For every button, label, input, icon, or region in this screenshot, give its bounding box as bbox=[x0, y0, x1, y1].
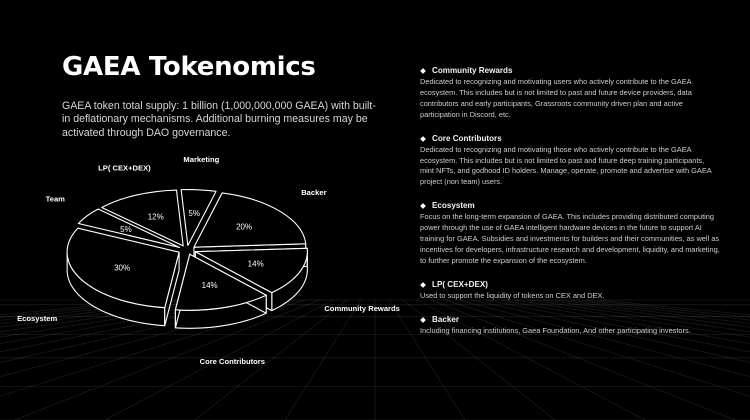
slice-value-label: 20% bbox=[236, 222, 253, 232]
section-title: Ecosystem bbox=[432, 201, 475, 211]
slice-value-label: 5% bbox=[188, 209, 200, 219]
slice-category-label: Backer bbox=[301, 188, 327, 198]
diamond-bullet-icon bbox=[420, 136, 426, 142]
section-ecosystem bbox=[420, 201, 720, 267]
slice-category-label: Community Rewards bbox=[324, 303, 400, 313]
section-body: Dedicated to recognizing and motivating those who actively contribute to the GAEA ecosystem. This includes but is not limited to past and future deep training participants, mint NFTs, and godhood ID holders. Manage, operate, promote and advertise with GAEA project (non team) users. bbox=[420, 144, 712, 187]
slice-value-label: 14% bbox=[247, 259, 264, 269]
section-body: Focus on the long-term expansion of GAEA. This includes providing distributed computing power through the use of GAEA intelligent hardware devices in the future to support AI training for GAEA. Subsidies and investments for builders and their communities, as well as incentives for developers, infrastructure research and development, liquidity, and marketing, to further promote the expansion of the ecosystem. bbox=[420, 212, 720, 265]
allocation-descriptions bbox=[420, 66, 720, 350]
supply-intro-text: GAEA token total supply: 1 billion (1,000,000,000 GAEA) with built-in deflationary mechanisms. Additional burning measures may be activated through DAO governance. bbox=[62, 100, 376, 139]
slice-category-label: Ecosystem bbox=[17, 313, 58, 323]
section-title: Community Rewards bbox=[432, 66, 513, 75]
slice-category-label: Team bbox=[45, 194, 65, 204]
diamond-bullet-icon bbox=[420, 68, 426, 74]
section-title: LP( CEX+DEX) bbox=[432, 279, 488, 289]
section-body: Including financing institutions, Gaea Foundation, And other participating investors. bbox=[420, 325, 691, 335]
page-title: GAEA Tokenomics bbox=[62, 52, 316, 82]
diamond-bullet-icon bbox=[420, 317, 426, 323]
section-title: Core Contributors bbox=[432, 133, 502, 143]
section-lp bbox=[420, 280, 720, 302]
section-community-rewards bbox=[420, 66, 720, 121]
section-backer bbox=[420, 315, 720, 337]
slice-value-label: 12% bbox=[147, 212, 164, 222]
diamond-bullet-icon bbox=[420, 282, 426, 288]
slice-category-label: LP( CEX+DEX) bbox=[98, 163, 151, 173]
diamond-bullet-icon bbox=[420, 203, 426, 209]
slice-value-label: 14% bbox=[201, 281, 218, 291]
section-title: Backer bbox=[432, 314, 460, 324]
section-core-contributors bbox=[420, 134, 720, 189]
slice-value-label: 5% bbox=[120, 225, 132, 235]
section-body: Dedicated to recognizing and motivating users who actively contribute to the GAEA ecosystem. This includes but is not limited to past and future device providers, data contributors and early participants, Grassroots community driven plan and active participation in Discord, etc. bbox=[420, 77, 692, 119]
section-body: Used to support the liquidity of tokens on CEX and DEX. bbox=[420, 290, 605, 300]
slice-value-label: 30% bbox=[114, 263, 131, 273]
slice-category-label: Core Contributors bbox=[199, 356, 265, 366]
slice-category-label: Marketing bbox=[183, 155, 220, 165]
